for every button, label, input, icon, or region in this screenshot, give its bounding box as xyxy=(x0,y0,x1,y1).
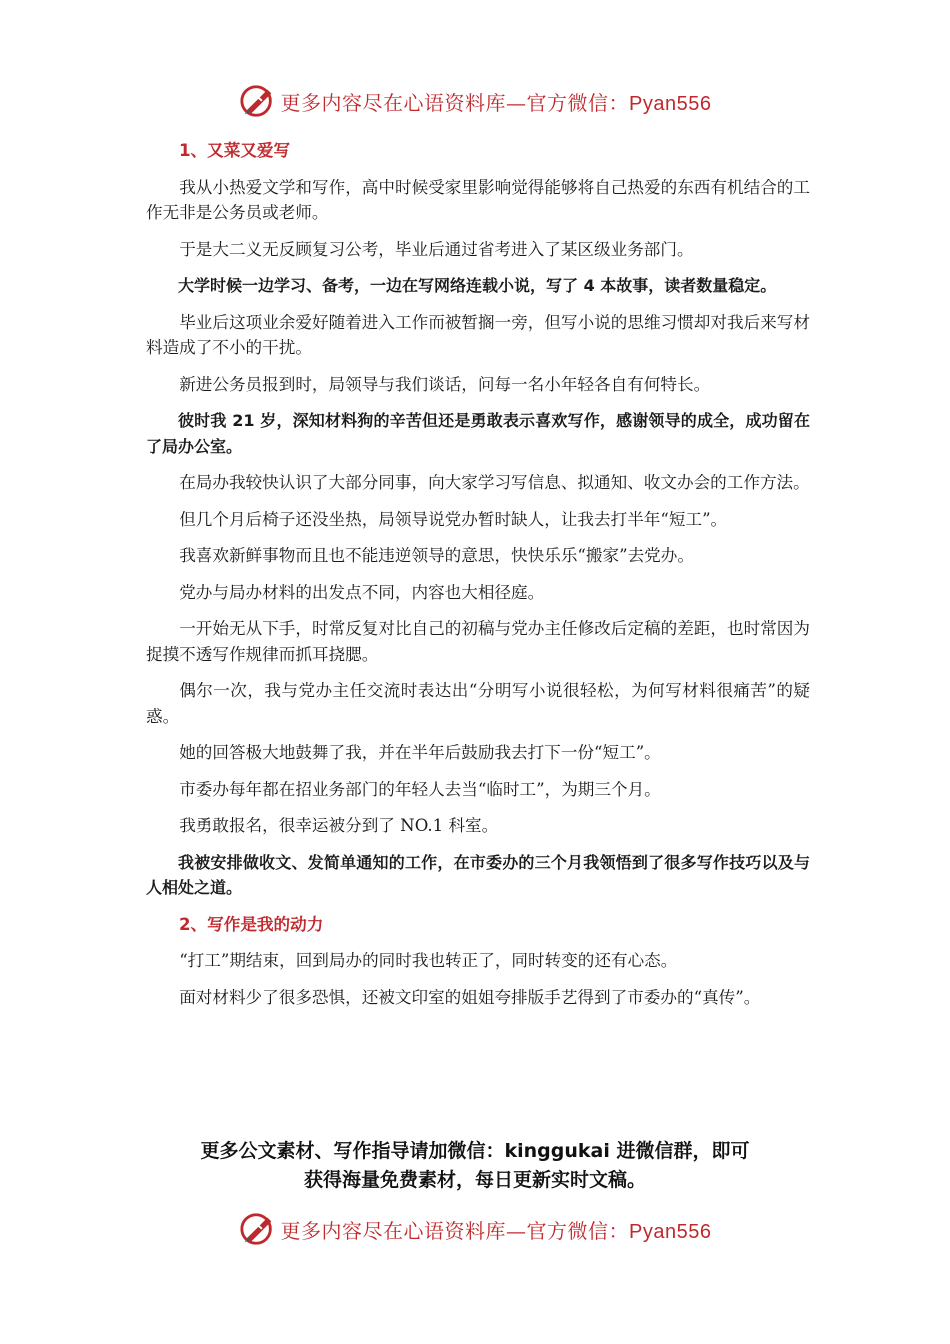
footer-banner xyxy=(0,1210,950,1248)
promo-line-2: 获得海量免费素材，每日更新实时文稿。 xyxy=(303,1169,646,1191)
paragraph: 但几个月后椅子还没坐热，局领导说党办暂时缺人，让我去打半年“短工”。 xyxy=(179,509,728,529)
promo-text xyxy=(0,1137,950,1195)
section-heading: 2、写作是我的动力 xyxy=(179,914,324,934)
paragraph: “打工”期结束，回到局办的同时我也转正了，同时转变的还有心态。 xyxy=(179,951,678,970)
paragraph: 在局办我较快认识了大部分同事，向大家学习写信息、拟通知、收文办会的工作方法。 xyxy=(179,473,810,492)
bold-paragraph: 彼时我 21 岁，深知材料狗的辛苦但还是勇敢表示喜欢写作，感谢领导的成全，成功留在了局办公室。 xyxy=(146,411,810,456)
bold-paragraph: 我被安排做收文、发简单通知的工作，在市委办的三个月我领悟到了很多写作技巧以及与人相处之道。 xyxy=(146,852,810,897)
paragraph: 她的回答极大地鼓舞了我，并在半年后鼓励我去打下一份“短工”。 xyxy=(179,743,661,762)
paragraph: 面对材料少了很多恐惧，还被文印室的姐姐夸排版手艺得到了市委办的“真传”。 xyxy=(179,987,761,1007)
banner-text: 更多内容尽在心语资料库—官方微信：Pyan556 xyxy=(280,90,712,115)
section-heading: 1、又菜又爱写 xyxy=(179,141,291,160)
paragraph: 我喜欢新鲜事物而且也不能违逆领导的意思，快快乐乐“搬家”去党办。 xyxy=(179,546,694,565)
paragraph: 于是大二义无反顾复习公考，毕业后通过省考进入了某区级业务部门。 xyxy=(179,239,694,259)
header-banner xyxy=(0,82,950,120)
article-body xyxy=(146,138,810,1021)
paragraph: 一开始无从下手，时常反复对比自己的初稿与党办主任修改后定稿的差距，也时常因为捉摸不透写作规律而抓耳挠腮。 xyxy=(146,619,810,664)
paragraph: 市委办每年都在招业务部门的年轻人去当“临时工”，为期三个月。 xyxy=(179,779,661,799)
banner-text: 更多内容尽在心语资料库—官方微信：Pyan556 xyxy=(280,1218,712,1243)
paragraph: 我从小热爱文学和写作，高中时候受家里影响觉得能够将自己热爱的东西有机结合的工作无非是公务员或老师。 xyxy=(146,177,810,222)
bold-paragraph: 大学时候一边学习、备考，一边在写网络连载小说，写了 4 本故事，读者数量稳定。 xyxy=(178,276,777,295)
promo-line-1: 更多公文素材、写作指导请加微信：kinggukai 进微信群，即可 xyxy=(200,1140,750,1162)
paragraph: 毕业后这项业余爱好随着进入工作而被暂搁一旁，但写小说的思维习惯却对我后来写材料造成了不小的干扰。 xyxy=(146,312,810,357)
paragraph: 偶尔一次，我与党办主任交流时表达出“分明写小说很轻松，为何写材料很痛苦”的疑惑。 xyxy=(146,681,810,726)
paragraph: 新进公务员报到时，局领导与我们谈话，问每一名小年轻各自有何特长。 xyxy=(179,374,711,394)
pen-logo-icon xyxy=(239,1210,277,1248)
paragraph: 我勇敢报名，很幸运被分到了 NO.1 科室。 xyxy=(179,816,499,835)
paragraph: 党办与局办材料的出发点不同，内容也大相径庭。 xyxy=(179,582,545,602)
pen-logo-icon xyxy=(239,82,277,120)
